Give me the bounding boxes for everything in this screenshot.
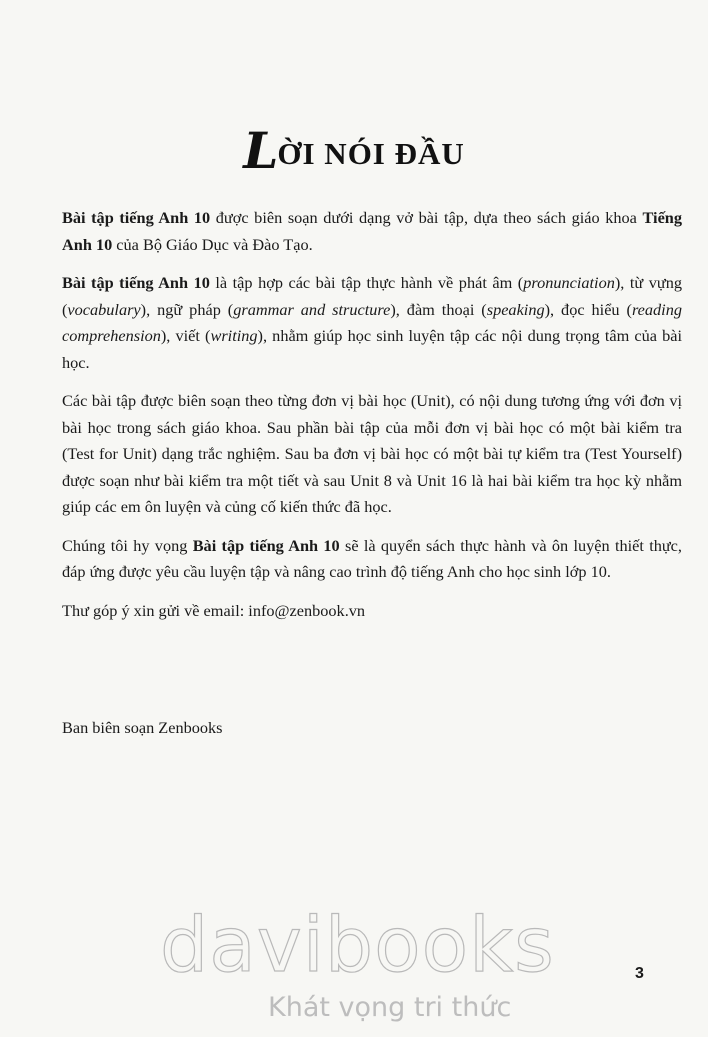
book-title-bold: Bài tập tiếng Anh 10 <box>62 208 211 227</box>
term-italic: grammar and structure <box>233 299 391 319</box>
paragraph-text: là tập hợp các bài tập thực hành về phát âm ( <box>209 273 524 292</box>
paragraph-text: ), viết ( <box>160 326 211 345</box>
paragraph-1 <box>62 205 682 258</box>
term-italic: pronunciation <box>523 273 615 292</box>
paragraph-2 <box>62 270 682 376</box>
paragraph-text: ), ngữ pháp ( <box>140 299 234 319</box>
paragraph-text: của Bộ Giáo Dục và Đào Tạo. <box>112 234 313 254</box>
page-number: 3 <box>635 965 644 982</box>
term-italic: reading comprehension <box>62 299 682 345</box>
preface-body <box>62 205 682 636</box>
term-italic: vocabulary <box>67 299 141 319</box>
paragraph-3: Các bài tập được biên soạn theo từng đơn vị bài học (Unit), có nội dung tương ứng với đơn vị bài học trong sách giáo khoa. Sau phần bài tập của mỗi đơn vị bài học có một bài kiểm tra (Test for Unit) dạng trắc nghiệm. Sau ba đơn vị bài học có một bài tự kiểm tra (Test Yourself) được soạn như bài kiểm tra một tiết và sau Unit 8 và Unit 16 là hai bài kiểm tra học kỳ nhằm giúp các em ôn luyện và củng cố kiến thức đã học. <box>62 391 682 516</box>
book-title-bold: Bài tập tiếng Anh 10 <box>192 535 340 555</box>
paragraph-text: sẽ là quyển sách thực hành và ôn luyện thiết thực, đáp ứng được yêu cầu luyện tập và nâng cao trình độ tiếng Anh cho học sinh lớp 10. <box>62 535 682 581</box>
paragraph-text: ), nhằm giúp học sinh luyện tập các nội dung trọng tâm của bài học. <box>62 326 682 372</box>
watermark-brand: davibooks <box>160 900 555 989</box>
signature: Ban biên soạn Zenbooks <box>62 718 223 737</box>
paragraph-4 <box>62 533 682 586</box>
paragraph-text: Chúng tôi hy vọng <box>62 535 193 555</box>
paragraph-text: ), đàm thoại ( <box>390 299 487 319</box>
paragraph-text: được biên soạn dưới dạng vở bài tập, dựa theo sách giáo khoa <box>210 208 643 227</box>
title-initial: L <box>243 120 280 180</box>
watermark-slogan: Khát vọng tri thức <box>268 992 512 1023</box>
title-rest: ỜI NÓI ĐẦU <box>277 135 465 171</box>
term-italic: writing <box>210 326 258 345</box>
paragraph-text: ), từ vựng ( <box>62 273 682 319</box>
page-title <box>0 121 708 180</box>
term-italic: speaking <box>486 299 545 319</box>
textbook-title-bold: Tiếng Anh 10 <box>62 208 682 254</box>
paragraph-text: ), đọc hiểu ( <box>544 299 632 319</box>
paragraph-5-feedback-email: Thư góp ý xin gửi về email: info@zenbook.vn <box>62 600 366 620</box>
book-title-bold: Bài tập tiếng Anh 10 <box>62 273 210 292</box>
